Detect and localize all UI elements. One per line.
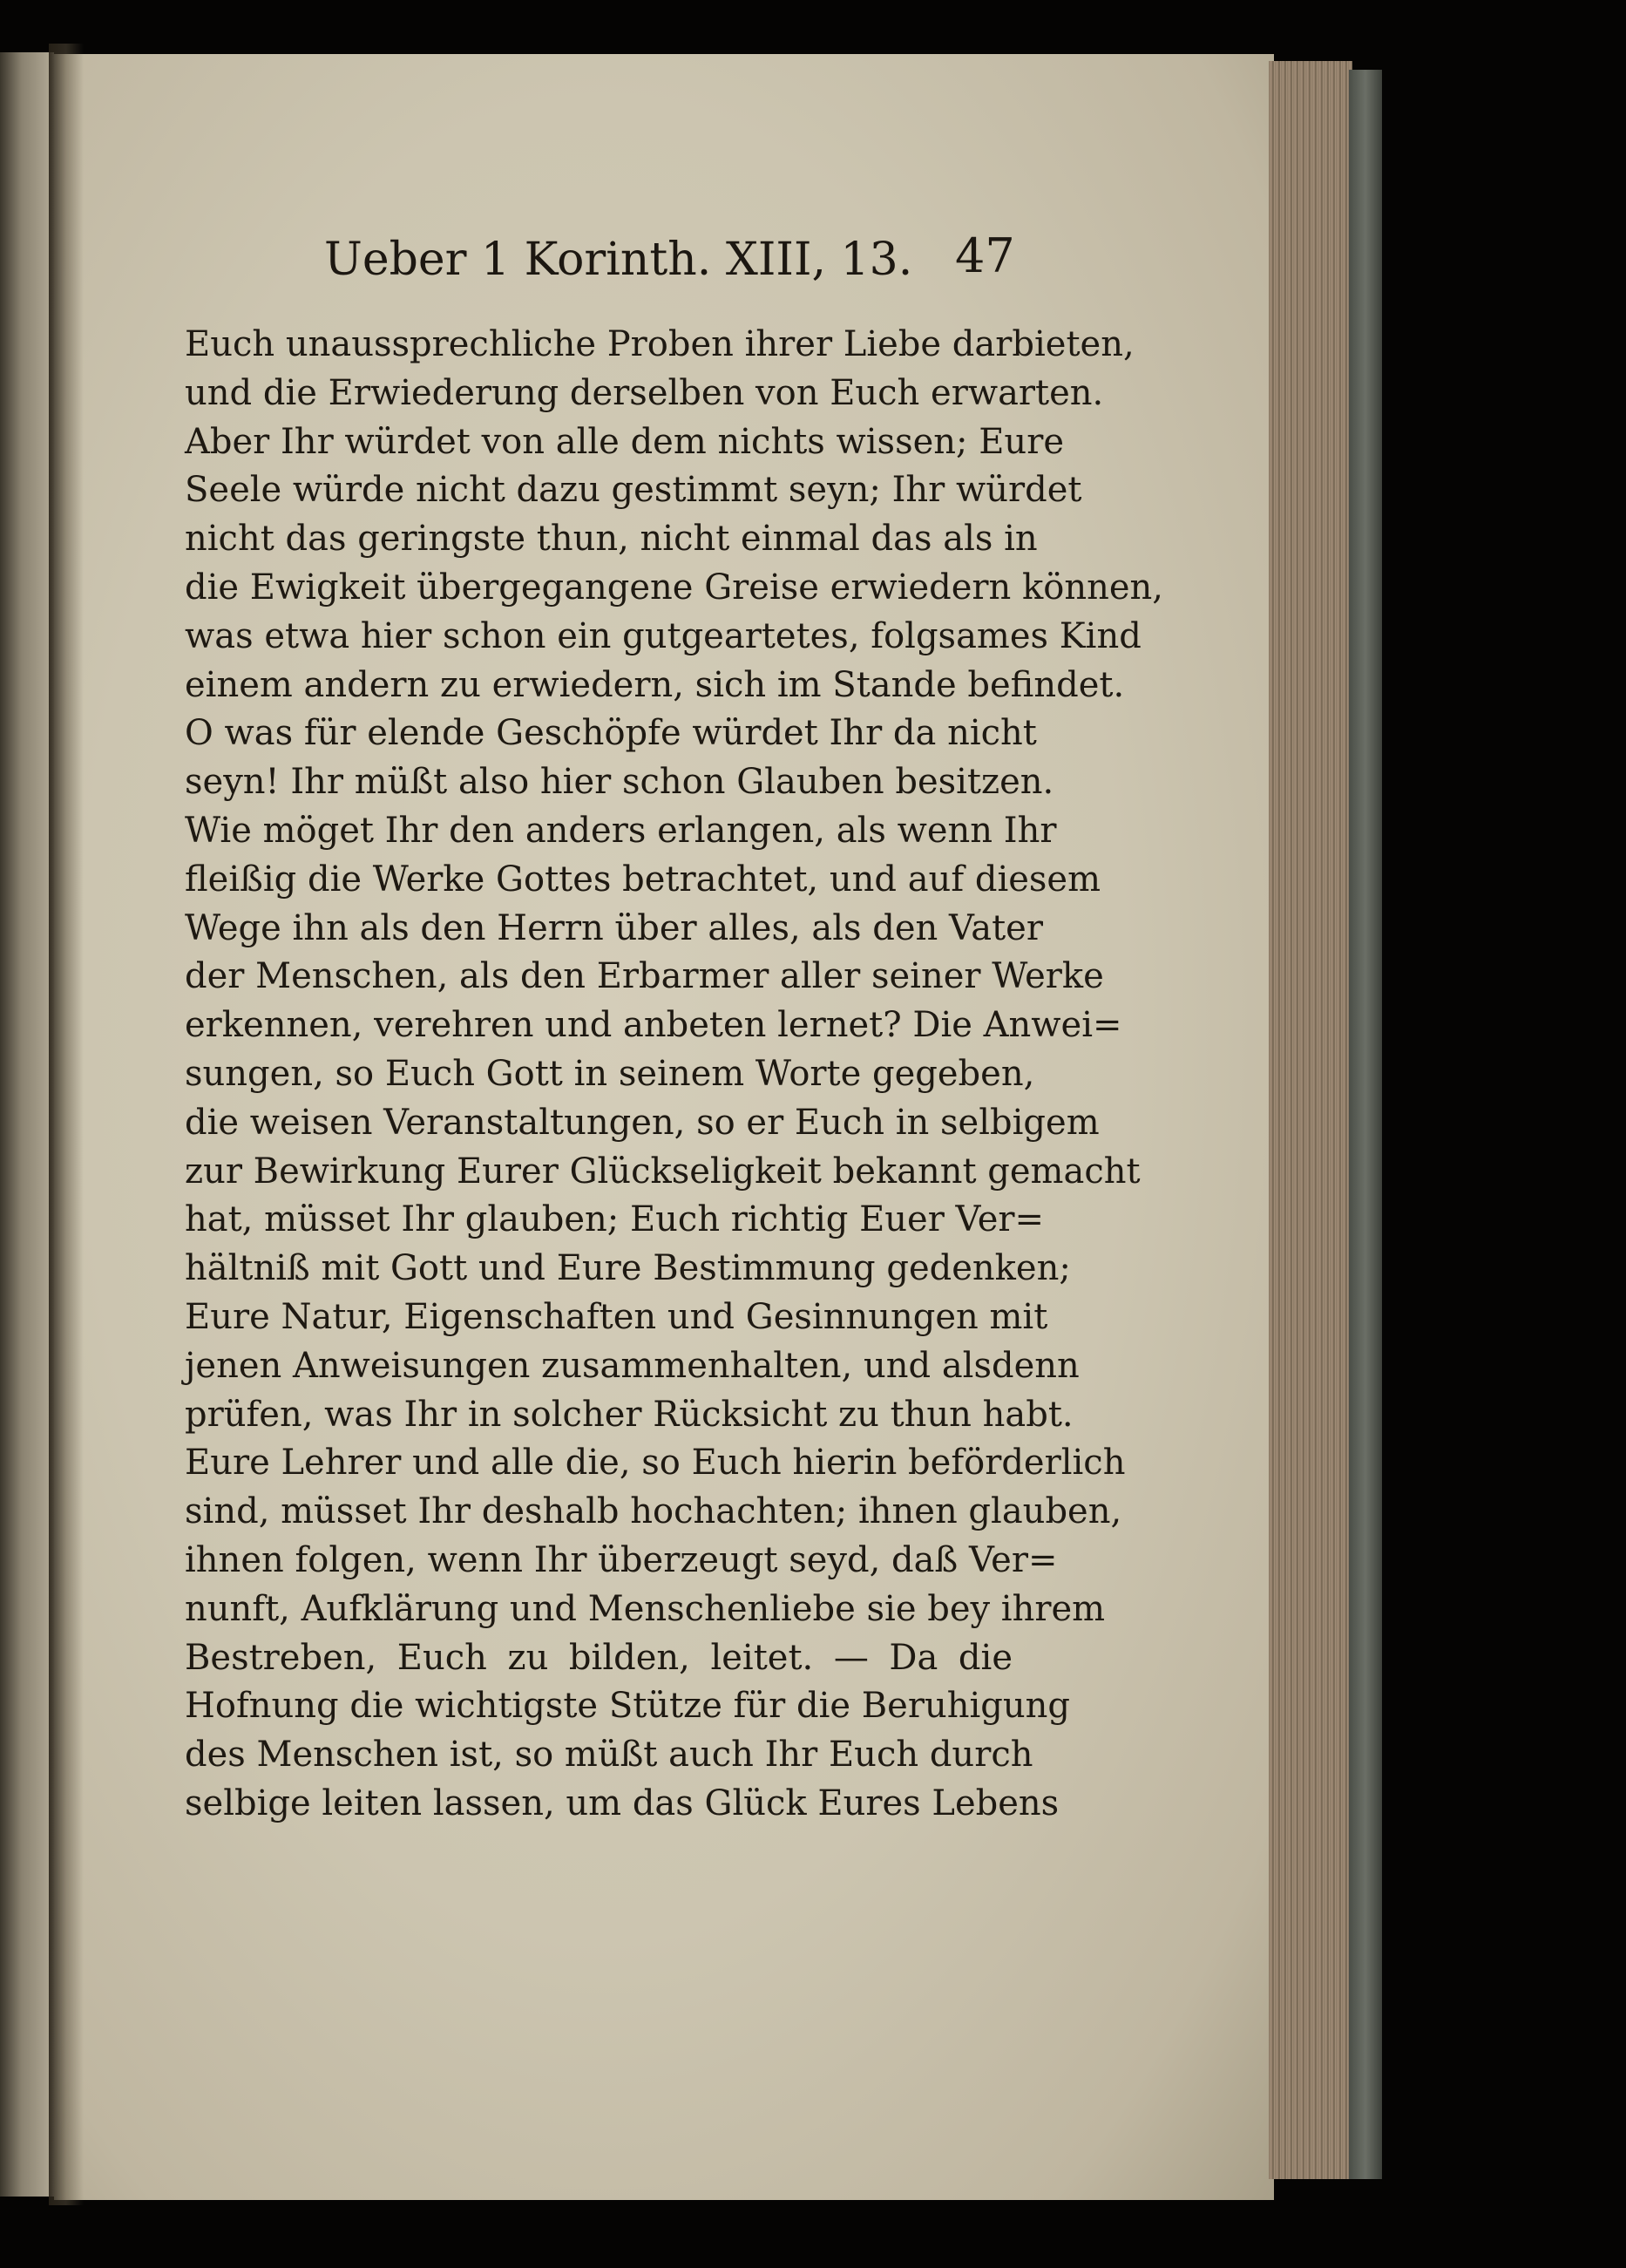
page-number: 47 [955,228,1015,283]
text-line: hat, müsset Ihr glauben; Euch richtig Euer Ver= [185,1199,1045,1240]
text-line: einem andern zu erwiedern, sich im Stande befindet. [185,664,1125,705]
text-line: der Menschen, als den Erbarmer aller seiner Werke [185,956,1104,997]
text-line: sind, müsset Ihr deshalb hochachten; ihnen glauben, [185,1491,1122,1532]
text-line: sungen, so Euch Gott in seinem Worte gegeben, [185,1053,1035,1094]
text-line: Euch unaussprechliche Proben ihrer Liebe darbieten, [185,324,1135,364]
text-line: O was für elende Geschöpfe würdet Ihr da nicht [185,713,1037,754]
text-line: Eure Lehrer und alle die, so Euch hierin beförderlich [185,1443,1126,1484]
text-line: die weisen Veranstaltungen, so er Euch in selbigem [185,1102,1100,1143]
text-line: Eure Natur, Eigenschaften und Gesinnungen mit [185,1296,1048,1337]
text-line: seyn! Ihr müßt also hier schon Glauben besitzen. [185,762,1054,803]
text-line: des Menschen ist, so müßt auch Ihr Euch durch [185,1735,1033,1776]
text-line: Seele würde nicht dazu gestimmt seyn; Ihr würdet [185,470,1082,511]
text-line: selbige leiten lassen, um das Glück Eures Lebens [185,1782,1060,1823]
text-line: was etwa hier schon ein gutgeartetes, folgsames Kind [185,615,1142,656]
body-text [185,321,1164,1829]
previous-page-edge [0,52,54,2197]
text-line: Aber Ihr würdet von alle dem nichts wissen; Eure [185,421,1064,462]
text-line: die Ewigkeit übergegangene Greise erwiedern können, [185,567,1164,608]
text-line: prüfen, was Ihr in solcher Rücksicht zu thun habt. [185,1394,1074,1435]
gutter-shadow [49,44,84,2205]
text-line: ihnen folgen, wenn Ihr überzeugt seyd, daß Ver= [185,1539,1058,1580]
text-line: fleißig die Werke Gottes betrachtet, und auf diesem [185,859,1101,900]
text-line: erkennen, verehren und anbeten lernet? Die Anwei= [185,1005,1122,1046]
text-line: Wie möget Ihr den anders erlangen, als wenn Ihr [185,810,1057,851]
text-line: hältniß mit Gott und Eure Bestimmung gedenken; [185,1248,1071,1289]
page-fore-edge [1269,61,1352,2179]
text-line: nunft, Aufklärung und Menschenliebe sie bey ihrem [185,1588,1106,1629]
text-line: Wege ihn als den Herrn über alles, als den Vater [185,907,1043,948]
text-line: Hofnung die wichtigste Stütze für die Beruhigung [185,1686,1071,1727]
text-line: und die Erwiederung derselben von Euch erwarten. [185,372,1104,413]
text-line: Bestreben, Euch zu bilden, leitet. — Da die [185,1637,1013,1678]
back-cover-board [1349,70,1382,2179]
text-line: zur Bewirkung Eurer Glückseligkeit bekannt gemacht [185,1151,1141,1192]
text-line: nicht das geringste thun, nicht einmal das als in [185,519,1038,560]
text-line: jenen Anweisungen zusammenhalten, und alsdenn [185,1345,1080,1386]
running-head: Ueber 1 Korinth. XIII, 13. [324,234,913,286]
